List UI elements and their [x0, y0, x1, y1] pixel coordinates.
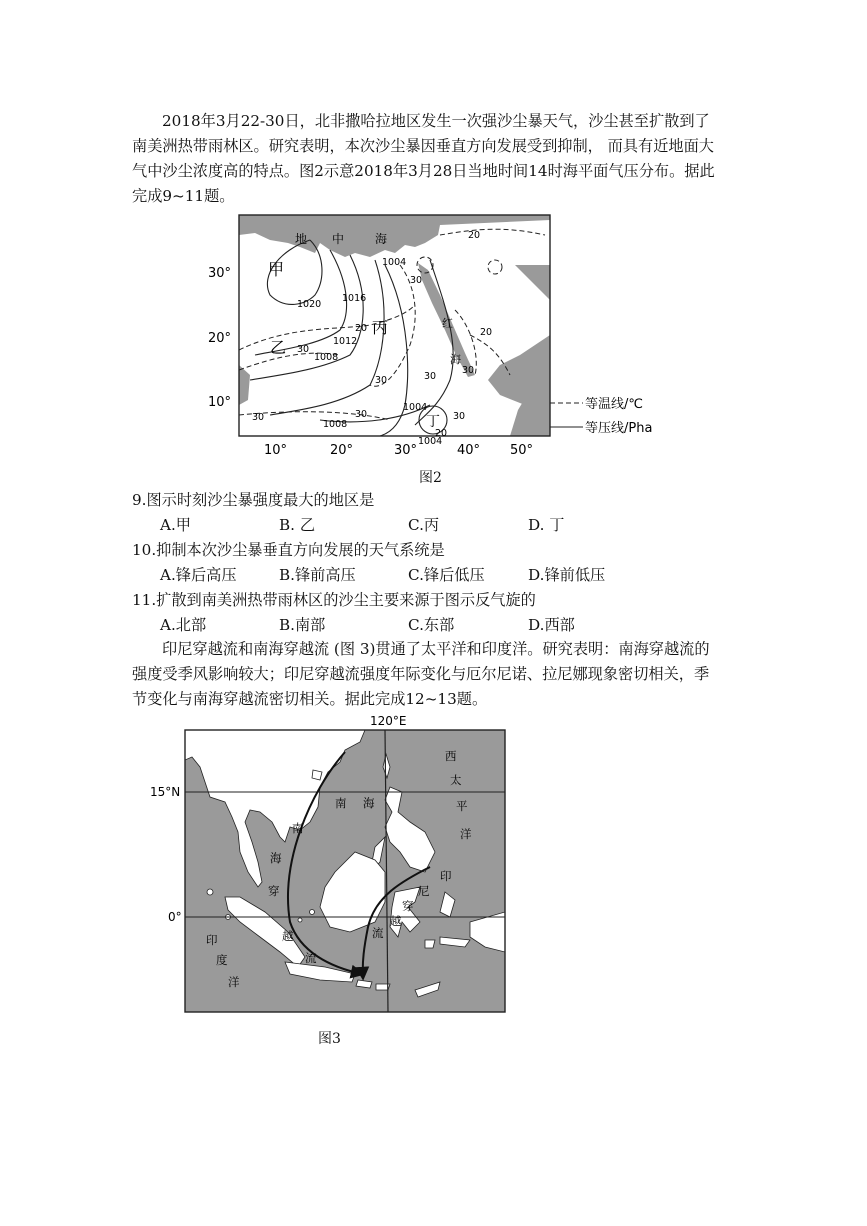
- buru: [425, 940, 435, 948]
- isobar-label: 1020: [297, 299, 322, 310]
- ita-flow-char: 流: [372, 926, 384, 940]
- isotherm-label: 30: [462, 365, 475, 376]
- legend-isobar-label: 等压线/Pha: [585, 421, 653, 436]
- isotherm-label: 20: [468, 230, 481, 241]
- nanhai-char: 海: [363, 796, 375, 810]
- lat-label-20: 20°: [208, 331, 232, 346]
- scs-flow-char: 穿: [268, 884, 280, 898]
- ita-flow-char: 越: [390, 914, 402, 928]
- isobar-label: 1008: [314, 352, 339, 363]
- q11-option-d: D.西部: [528, 616, 575, 634]
- intro-passage-2: 印尼穿越流和南海穿越流 (图 3)贯通了太平洋和印度洋。研究表明：南海穿越流的强度受季风影响较大；印尼穿越流强度年际变化与厄尔尼诺、拉尼娜现象密切相关，季节变化与南海穿越流密切相关。据此完成12~13题。: [132, 640, 710, 708]
- q10-option-b: B.锋前高压: [279, 566, 356, 584]
- q9-option-b: B. 乙: [279, 516, 316, 534]
- intro-passage-1: 2018年3月22-30日，北非撒哈拉地区发生一次强沙尘暴天气，沙尘甚至扩散到了南美洲热带雨林区。研究表明，本次沙尘暴因垂直方向发展受到抑制， 而具有近地面大气中沙尘浓度高的特点。图2示意2018年3月28日当地时间14时海平面气压分布。据此完成9~11题。: [132, 112, 715, 205]
- indian-char: 度: [216, 953, 228, 967]
- island: [310, 910, 315, 915]
- pacific-char: 太: [450, 773, 462, 787]
- question-10-stem: 10.抑制本次沙尘暴垂直方向发展的天气系统是: [132, 541, 445, 559]
- q11-option-a: A.北部: [160, 616, 207, 634]
- q11-option-b: B.南部: [279, 616, 326, 634]
- isotherm-label: 30: [453, 411, 466, 422]
- ita-flow-char: 尼: [418, 884, 430, 898]
- label-bing: 丙: [372, 318, 389, 337]
- isotherm-label: 30: [355, 409, 368, 420]
- scs-flow-char: 越: [282, 929, 294, 943]
- ita-flow-char: 穿: [402, 899, 414, 913]
- sea-char-1: 地: [295, 232, 308, 246]
- scs-flow-char: 流: [305, 951, 317, 965]
- lon-label-20: 20°: [330, 443, 354, 458]
- hainan: [312, 770, 322, 780]
- isobar-label: 1004: [418, 436, 443, 447]
- isotherm-label: 30: [410, 275, 423, 286]
- isobar-label: 1012: [333, 336, 358, 347]
- lat-label-30: 30°: [208, 266, 232, 281]
- sea-char-3: 海: [375, 232, 388, 246]
- lon-label-30: 30°: [394, 443, 418, 458]
- pacific-char: 平: [456, 799, 468, 813]
- legend-isotherm-label: 等温线/℃: [585, 397, 643, 412]
- lon-label-120e: 120°E: [370, 714, 407, 728]
- red-sea-char-1: 红: [442, 317, 453, 330]
- q9-option-d: D. 丁: [528, 516, 565, 534]
- lat-label-0: 0°: [168, 910, 182, 924]
- question-9-stem: 9.图示时刻沙尘暴强度最大的地区是: [132, 491, 375, 509]
- q11-option-c: C.东部: [408, 616, 455, 634]
- isobar-label: 1004: [382, 257, 407, 268]
- island: [207, 889, 213, 895]
- isotherm-label: 20: [355, 323, 368, 334]
- scs-flow-char: 海: [270, 851, 282, 865]
- isotherm-label: 30: [297, 344, 310, 355]
- isobar-label: 1008: [323, 419, 348, 430]
- isobar-label: 1004: [403, 402, 428, 413]
- isotherm-label: 20: [480, 327, 493, 338]
- lon-label-40: 40°: [457, 443, 481, 458]
- q9-option-c: C.丙: [408, 516, 440, 534]
- indian-char: 印: [206, 933, 218, 947]
- q10-option-d: D.锋前低压: [528, 566, 606, 584]
- lon-label-10: 10°: [264, 443, 288, 458]
- isotherm-label: 30: [252, 412, 265, 423]
- pacific-char: 西: [445, 749, 457, 763]
- figure-2-pressure-map: [200, 205, 670, 460]
- sea-char-2: 中: [332, 232, 345, 246]
- isotherm-label: 30: [424, 371, 437, 382]
- label-ding: 丁: [426, 414, 440, 430]
- pacific-char: 洋: [460, 827, 472, 841]
- isotherm-label: 20: [435, 428, 448, 439]
- label-yi: 乙: [270, 338, 287, 357]
- lat-label-10: 10°: [208, 395, 232, 410]
- q10-option-c: C.锋后低压: [408, 566, 485, 584]
- q10-option-a: A.锋后高压: [160, 566, 237, 584]
- isotherm-label: 30: [375, 375, 388, 386]
- ita-flow-char: 印: [440, 869, 452, 883]
- figure-3-throughflow-map: [140, 712, 520, 1017]
- island: [298, 918, 302, 922]
- nanhai-char: 南: [335, 796, 347, 810]
- lon-label-50: 50°: [510, 443, 534, 458]
- q9-option-a: A.甲: [160, 516, 191, 534]
- scs-flow-char: 南: [292, 821, 304, 835]
- figure-2-caption: 图2: [419, 470, 442, 486]
- red-sea-char-2: 海: [450, 353, 461, 366]
- question-11-stem: 11.扩散到南美洲热带雨林区的沙尘主要来源于图示反气旋的: [132, 591, 536, 609]
- figure-3-caption: 图3: [318, 1031, 341, 1047]
- indian-char: 洋: [228, 975, 240, 989]
- label-jia: 甲: [268, 260, 285, 279]
- isobar-label: 1016: [342, 293, 367, 304]
- lat-label-15n: 15°N: [150, 785, 181, 799]
